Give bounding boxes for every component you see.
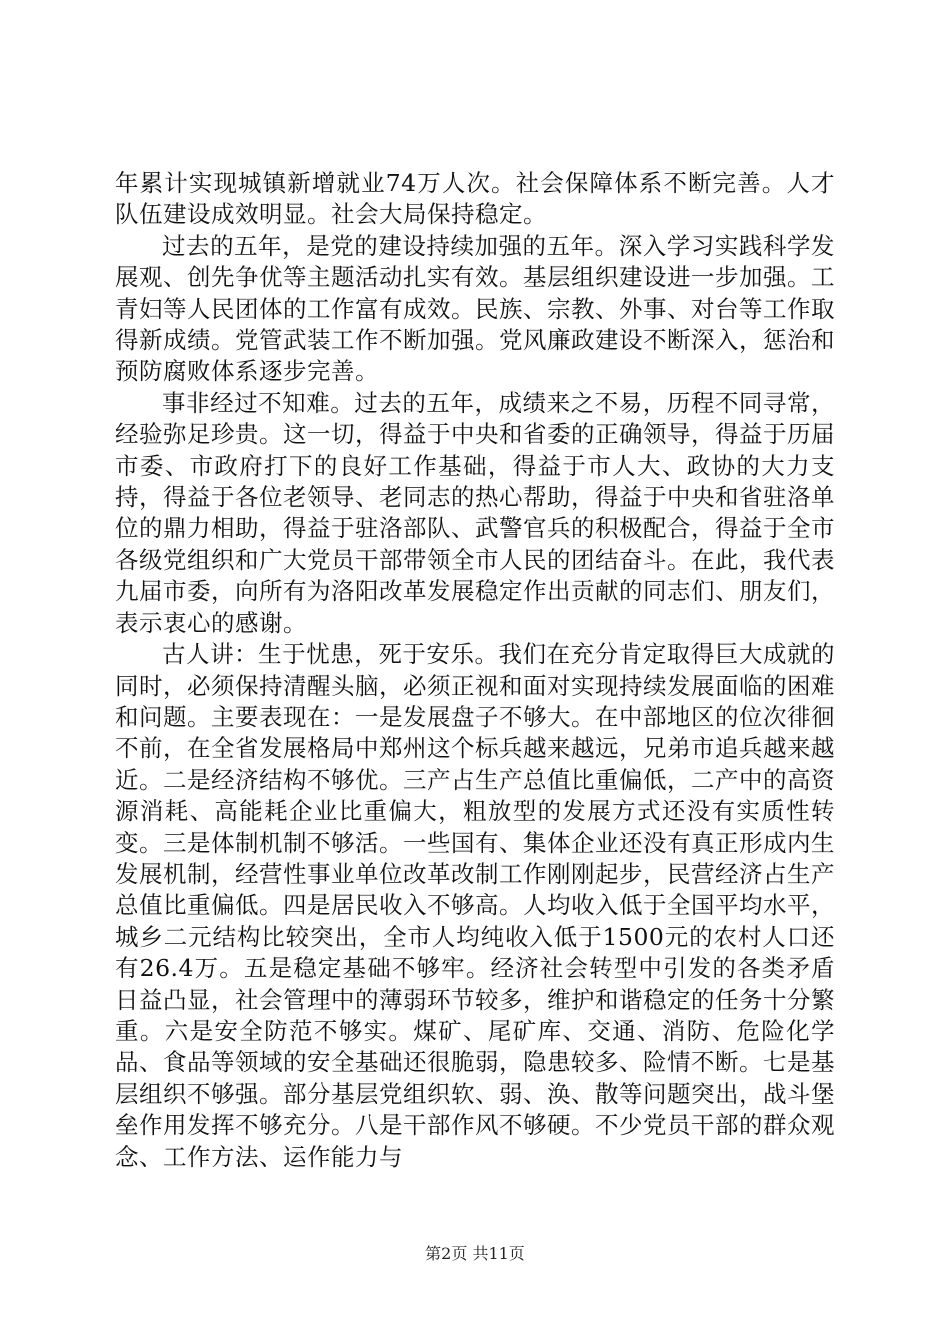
paragraph-2: 过去的五年，是党的建设持续加强的五年。深入学习实践科学发展观、创先争优等主题活动扎实有效。基层组织建设进一步加强。工青妇等人民团体的工作富有成效。民族、宗教、外事、对台等工作取得新成绩。党管武装工作不断加强。党风廉政建设不断深入，惩治和预防腐败体系逐步完善。 [115, 231, 835, 386]
paragraph-1: 年累计实现城镇新增就业74万人次。社会保障体系不断完善。人才队伍建设成效明显。社会大局保持稳定。 [115, 169, 835, 229]
document-body [115, 168, 835, 1173]
paragraph-4: 古人讲：生于忧患，死于安乐。我们在充分肯定取得巨大成就的同时，必须保持清醒头脑，必须正视和面对实现持续发展面临的困难和问题。主要表现在：一是发展盘子不够大。在中部地区的位次徘徊不前，在全省发展格局中郑州这个标兵越来越远，兄弟市追兵越来越近。二是经济结构不够优。三产占生产总值比重偏低，二产中的高资源消耗、高能耗企业比重偏大，粗放型的发展方式还没有实质性转变。三是体制机制不够活。一些国有、集体企业还没有真正形成内生发展机制，经营性事业单位改革改制工作刚刚起步，民营经济占生产总值比重偏低。四是居民收入不够高。人均收入低于全国平均水平，城乡二元结构比较突出，全市人均纯收入低于1500元的农村人口还有26.4万。五是稳定基础不够牢。经济社会转型中引发的各类矛盾日益凸显，社会管理中的薄弱环节较多，维护和谐稳定的任务十分繁重。六是安全防范不够实。煤矿、尾矿库、交通、消防、危险化学品、食品等领域的安全基础还很脆弱，隐患较多、险情不断。七是基层组织不够强。部分基层党组织软、弱、涣、散等问题突出，战斗堡垒作用发挥不够充分。八是干部作风不够硬。不少党员干部的群众观念、工作方法、运作能力与 [115, 640, 835, 1171]
page-number-footer: 第2页 共11页 [425, 1244, 525, 1263]
paragraph-3: 事非经过不知难。过去的五年，成绩来之不易，历程不同寻常，经验弥足珍贵。这一切，得益于中央和省委的正确领导，得益于历届市委、市政府打下的良好工作基础，得益于市人大、政协的大力支持，得益于各位老领导、老同志的热心帮助，得益于中央和省驻洛单位的鼎力相助，得益于驻洛部队、武警官兵的积极配合，得益于全市各级党组织和广大党员干部带领全市人民的团结奋斗。在此，我代表九届市委，向所有为洛阳改革发展稳定作出贡献的同志们、朋友们，表示衷心的感谢。 [115, 388, 835, 637]
